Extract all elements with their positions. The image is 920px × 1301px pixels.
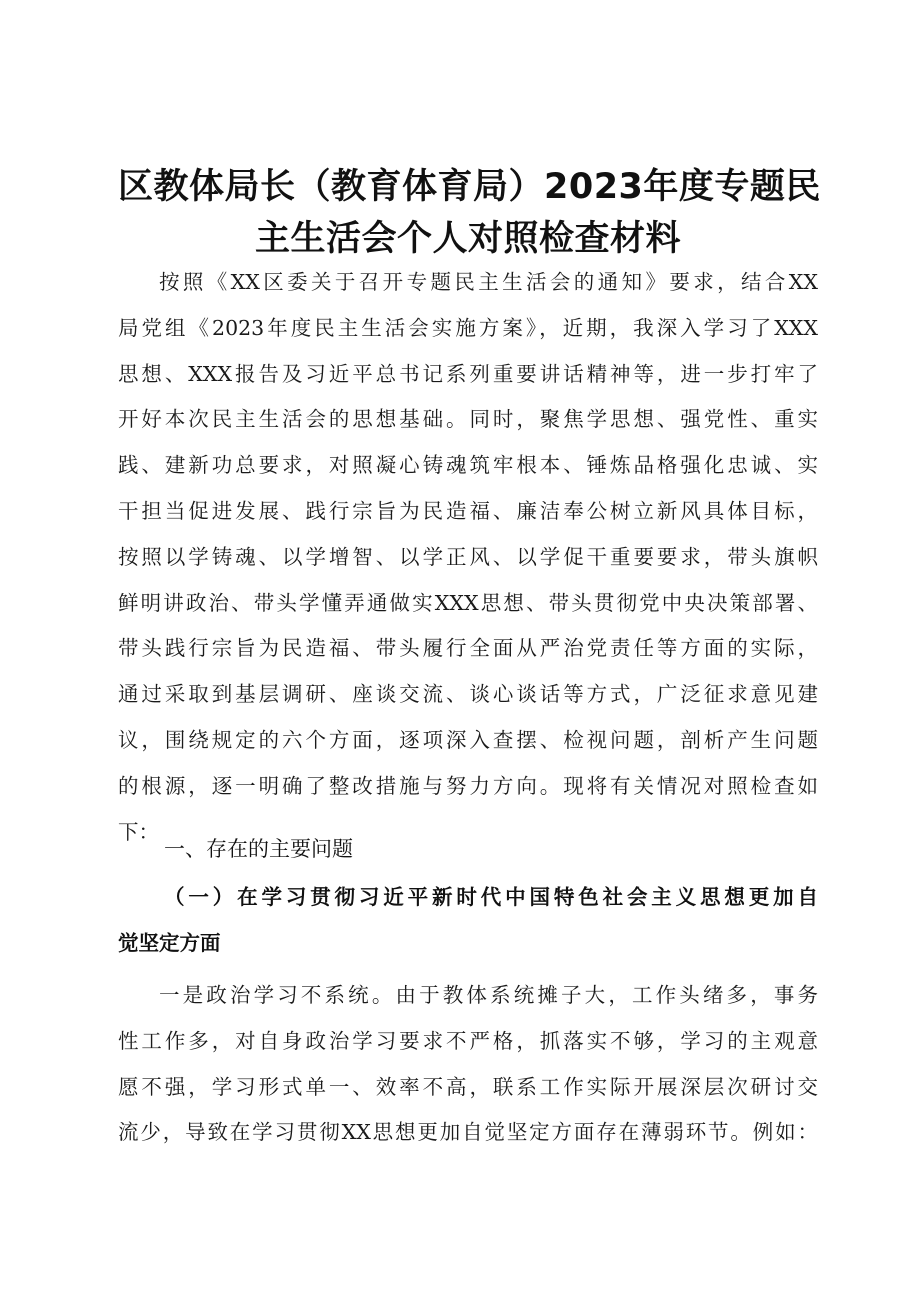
- subsection-heading-line-1: （一）在学习贯彻习近平新时代中国特色社会主义思想更加自: [164, 885, 818, 909]
- section-1-paragraph: [118, 973, 818, 1156]
- intro-line-4: 开好本次民主生活会的思想基础。同时，聚焦学思想、强党性、重实: [118, 407, 818, 432]
- section-1-line-1: 一是政治学习不系统。由于教体系统摊子大，工作头绪多，事务: [159, 983, 818, 1007]
- intro-line-13: 下：: [118, 819, 159, 844]
- intro-line-8: 鲜明讲政治、带头学懂弄通做实XXX思想、带头贯彻党中央决策部署、: [118, 590, 818, 615]
- section-1-line-3: 愿不强，学习形式单一、效率不高，联系工作实际开展深层次研讨交: [118, 1074, 818, 1099]
- intro-line-7: 按照以学铸魂、以学增智、以学正风、以学促干重要要求，带头旗帜: [118, 544, 818, 569]
- intro-line-12: 的根源，逐一明确了整改措施与努力方向。现将有关情况对照检查如: [118, 773, 818, 798]
- intro-paragraph: [118, 260, 818, 855]
- document-title-line-2: 主生活会个人对照检查材料: [254, 219, 681, 259]
- document-title-line-1: 区教体局长（教育体育局）2023年度专题民: [118, 167, 821, 207]
- intro-line-1: 按照《XX区委关于召开专题民主生活会的通知》要求，结合XX: [159, 270, 818, 294]
- intro-line-11: 议，围绕规定的六个方面，逐项深入查摆、检视问题，剖析产生问题: [118, 727, 818, 752]
- intro-line-6: 干担当促进发展、践行宗旨为民造福、廉洁奉公树立新风具体目标，: [118, 498, 818, 523]
- intro-line-9: 带头践行宗旨为民造福、带头履行全面从严治党责任等方面的实际，: [118, 636, 818, 661]
- intro-line-5: 践、建新功总要求，对照凝心铸魂筑牢根本、锤炼品格强化忠诚、实: [118, 453, 818, 478]
- intro-line-3: 思想、XXX报告及习近平总书记系列重要讲话精神等，进一步打牢了: [118, 361, 818, 386]
- subsection-heading-line-2: 觉坚定方面: [118, 931, 221, 955]
- intro-line-2: 局党组《2023年度民主生活会实施方案》，近期，我深入学习了XXX: [118, 315, 818, 340]
- section-heading-main-problems: 一、存在的主要问题: [164, 837, 353, 861]
- section-1-line-4: 流少，导致在学习贯彻XX思想更加自觉坚定方面存在薄弱环节。例如：: [118, 1120, 818, 1145]
- intro-line-10: 通过采取到基层调研、座谈交流、谈心谈话等方式，广泛征求意见建: [118, 682, 818, 707]
- section-1-line-2: 性工作多，对自身政治学习要求不严格，抓落实不够，学习的主观意: [118, 1028, 818, 1053]
- subsection-heading-1: [118, 874, 818, 966]
